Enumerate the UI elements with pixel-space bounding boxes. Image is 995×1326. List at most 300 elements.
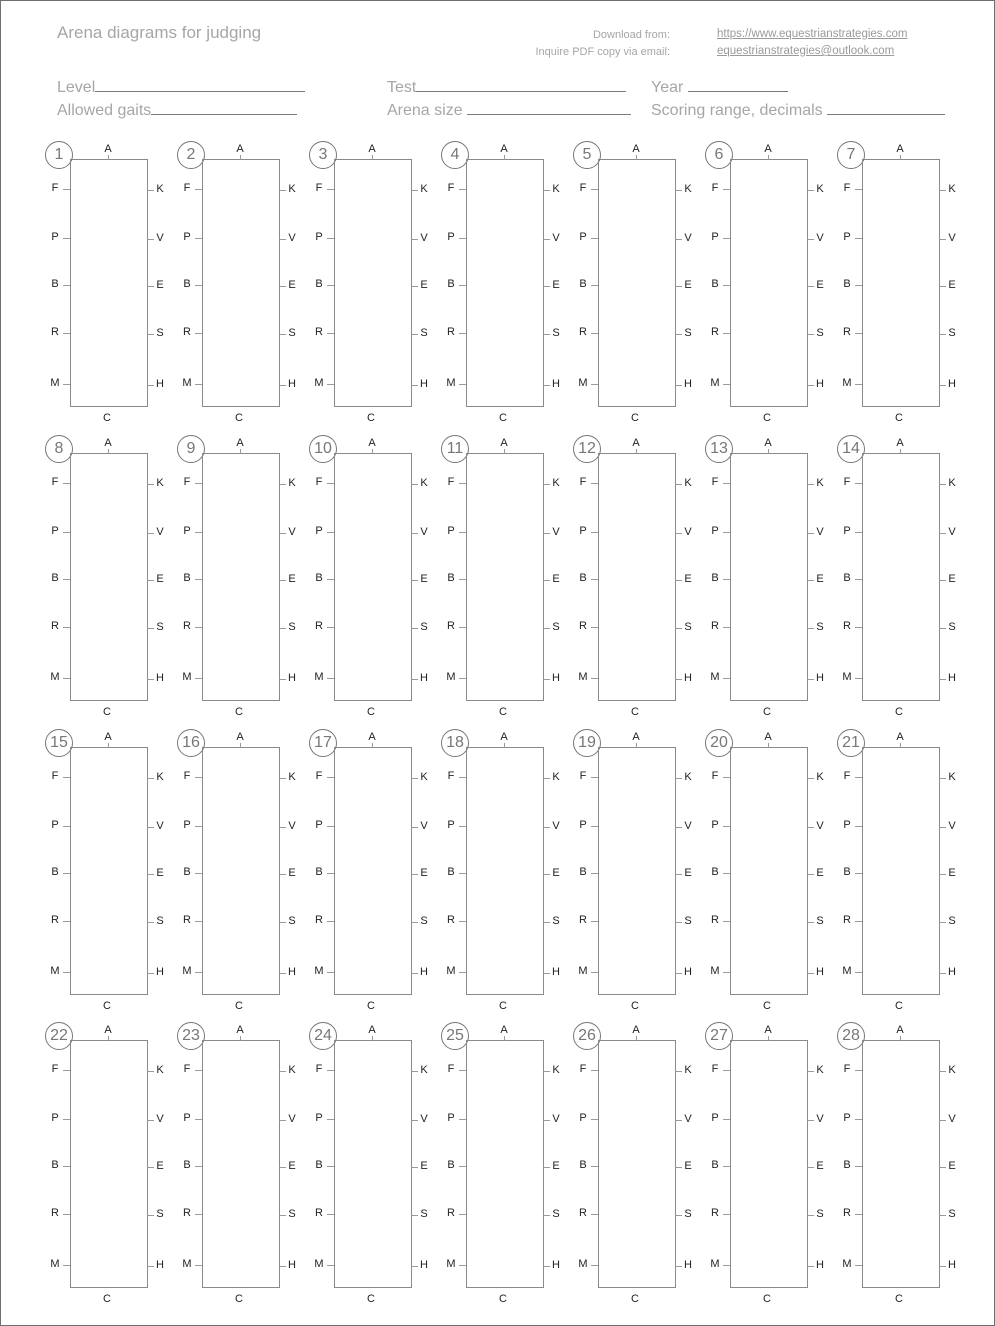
arena-letter-top: A [500,437,508,449]
arena-marker-tick [411,778,418,779]
arena-diagram[interactable] [45,729,177,1019]
arena-marker-tick [504,449,505,454]
arena-letter-left: B [843,866,851,878]
arena-letter-top: A [368,143,376,155]
arena-letter-left: R [579,914,587,926]
arena-letter-right: S [288,327,296,339]
arena-marker-tick [768,1036,769,1041]
arena-letter-left: P [183,231,191,243]
arena-letter-right: V [156,1113,164,1125]
arena-letter-right: S [948,915,956,927]
arena-diagram[interactable] [441,1022,573,1312]
arena-letter-bottom: C [367,706,375,718]
arena-letter-right: V [684,526,692,538]
arena-marker-tick [900,449,901,454]
arena-marker-tick [723,1214,730,1215]
arena-letter-left: M [50,1258,60,1270]
arena-rectangle[interactable] [598,747,676,995]
arena-marker-tick [411,190,418,191]
arena-marker-tick [723,972,730,973]
arena-letter-right: E [552,867,560,879]
arena-marker-tick [279,973,286,974]
arena-letter-left: B [183,866,191,878]
arena-letter-left: R [183,914,191,926]
arena-letter-left: R [843,620,851,632]
arena-marker-tick [675,334,682,335]
arena-letter-bottom: C [235,706,243,718]
arena-letter-left: M [578,377,588,389]
arena-letter-left: R [183,1207,191,1219]
arena-marker-tick [591,1265,598,1266]
arena-letter-top: A [104,143,112,155]
arena-letter-right: V [288,232,296,244]
arena-rectangle[interactable] [862,1040,940,1288]
arena-diagram[interactable] [177,435,309,725]
arena-marker-tick [807,628,814,629]
arena-letter-bottom: C [367,412,375,424]
arena-letter-right: K [552,1064,560,1076]
arena-diagram[interactable] [177,141,309,431]
arena-marker-tick [543,922,550,923]
arena-letter-left: B [447,1159,455,1171]
arena-diagram[interactable] [177,1022,309,1312]
arena-marker-tick [63,826,70,827]
arena-marker-tick [459,1119,466,1120]
arena-letter-right: H [948,378,956,390]
arena-diagram[interactable] [837,729,969,1019]
arena-marker-tick [807,827,814,828]
arena-marker-tick [195,1265,202,1266]
arena-diagram[interactable] [441,141,573,431]
arena-marker-tick [723,483,730,484]
arena-marker-tick [195,1214,202,1215]
arena-letter-left: M [182,377,192,389]
arena-letter-left: M [578,965,588,977]
arena-marker-tick [279,628,286,629]
arena-rectangle[interactable] [466,747,544,995]
arena-diagram[interactable] [309,141,441,431]
arena-letter-left: R [51,326,59,338]
arena-marker-tick [855,627,862,628]
arena-letter-top: A [896,731,904,743]
arena-letter-right: K [684,183,692,195]
arena-marker-tick [411,628,418,629]
arena-number: 15 [45,729,73,757]
arena-marker-tick [459,238,466,239]
arena-marker-tick [147,1120,154,1121]
arena-letter-right: K [420,771,428,783]
arena-diagram[interactable] [837,1022,969,1312]
arena-rectangle[interactable] [202,453,280,701]
arena-letter-left: B [843,1159,851,1171]
arena-marker-tick [675,239,682,240]
arena-letter-right: E [156,573,164,585]
arena-marker-tick [411,533,418,534]
arena-rectangle[interactable] [598,1040,676,1288]
arena-marker-tick [63,384,70,385]
arena-rectangle[interactable] [730,159,808,407]
arena-letter-bottom: C [499,1293,507,1305]
arena-marker-tick [63,627,70,628]
arena-rectangle[interactable] [730,747,808,995]
arena-letter-right: H [288,672,296,684]
arena-letter-top: A [104,731,112,743]
arena-diagram[interactable] [573,435,705,725]
arena-letter-right: V [816,820,824,832]
arena-letter-right: H [948,672,956,684]
arena-diagram[interactable] [573,141,705,431]
arena-letter-right: E [420,279,428,291]
arena-marker-tick [807,286,814,287]
arena-letter-right: K [288,477,296,489]
arena-marker-tick [939,334,946,335]
arena-marker-tick [195,238,202,239]
arena-rectangle[interactable] [862,159,940,407]
arena-letter-left: P [843,1112,851,1124]
arena-letter-right: E [420,867,428,879]
arena-letter-right: H [288,966,296,978]
arena-letter-bottom: C [631,1293,639,1305]
arena-letter-top: A [368,1024,376,1036]
arena-marker-tick [807,922,814,923]
arena-marker-tick [591,285,598,286]
arena-rectangle[interactable] [730,453,808,701]
arena-letter-bottom: C [103,412,111,424]
arena-marker-tick [543,533,550,534]
arena-marker-tick [855,483,862,484]
arena-letter-left: R [315,620,323,632]
arena-letter-right: V [948,1113,956,1125]
arena-letter-left: P [711,819,719,831]
arena-marker-tick [147,1071,154,1072]
arena-diagram[interactable] [705,729,837,1019]
arena-marker-tick [675,1071,682,1072]
arena-letter-left: R [711,326,719,338]
arena-marker-tick [459,483,466,484]
arena-rectangle[interactable] [70,159,148,407]
arena-letter-left: F [447,182,455,194]
arena-marker-tick [459,333,466,334]
arena-marker-tick [411,973,418,974]
arena-marker-tick [855,238,862,239]
arena-size-label: Arena size [387,102,463,119]
arena-rectangle[interactable] [334,747,412,995]
arena-marker-tick [195,532,202,533]
arena-marker-tick [411,385,418,386]
arena-marker-tick [279,1215,286,1216]
arena-letter-bottom: C [895,1293,903,1305]
arena-marker-tick [195,873,202,874]
arena-marker-tick [591,333,598,334]
arena-diagram[interactable] [177,729,309,1019]
arena-diagram[interactable] [441,435,573,725]
arena-marker-tick [723,777,730,778]
arena-diagram[interactable] [441,729,573,1019]
arena-letter-left: F [51,1063,59,1075]
arena-rectangle[interactable] [202,747,280,995]
arena-marker-tick [63,873,70,874]
arena-letter-right: E [816,573,824,585]
arena-number: 5 [573,141,601,169]
arena-marker-tick [675,533,682,534]
arena-rectangle[interactable] [862,453,940,701]
arena-rectangle[interactable] [70,1040,148,1288]
arena-diagram[interactable] [837,435,969,725]
arena-marker-tick [63,777,70,778]
arena-letter-left: B [183,1159,191,1171]
arena-letter-right: S [552,915,560,927]
arena-marker-tick [675,922,682,923]
arena-marker-tick [327,285,334,286]
arena-marker-tick [327,777,334,778]
arena-marker-tick [327,579,334,580]
arena-letter-right: H [156,1259,164,1271]
arena-marker-tick [591,189,598,190]
arena-marker-tick [327,483,334,484]
arena-letter-right: E [288,279,296,291]
arena-letter-left: P [51,1112,59,1124]
arena-letter-bottom: C [631,1000,639,1012]
arena-letter-right: H [948,1259,956,1271]
arena-number: 21 [837,729,865,757]
inquire-email-link[interactable]: equestrianstrategies@outlook.com [717,45,895,57]
arena-letter-left: F [711,1063,719,1075]
arena-letter-left: F [183,770,191,782]
arena-rectangle[interactable] [466,453,544,701]
arena-letter-right: K [948,477,956,489]
arena-letter-right: S [156,915,164,927]
arena-number: 20 [705,729,733,757]
arena-marker-tick [504,1036,505,1041]
arena-letter-right: K [948,183,956,195]
arena-marker-tick [855,579,862,580]
arena-letter-right: E [948,279,956,291]
arena-diagram[interactable] [705,1022,837,1312]
arena-letter-right: E [552,573,560,585]
arena-letter-right: K [948,1064,956,1076]
level-label: Level [57,79,96,96]
arena-marker-tick [675,778,682,779]
arena-marker-tick [543,628,550,629]
arena-letter-left: M [842,377,852,389]
arena-letter-left: P [315,819,323,831]
arena-letter-left: M [182,671,192,683]
arena-letter-right: H [816,378,824,390]
arena-diagram[interactable] [45,141,177,431]
arena-letter-left: R [711,620,719,632]
arena-marker-tick [768,155,769,160]
arena-marker-tick [411,580,418,581]
arena-diagram[interactable] [309,435,441,725]
arena-letter-left: R [843,326,851,338]
arena-letter-left: P [51,231,59,243]
arena-letter-left: B [315,1159,323,1171]
arena-letter-left: M [314,965,324,977]
arena-marker-tick [543,580,550,581]
arena-marker-tick [543,484,550,485]
arena-letter-bottom: C [763,706,771,718]
arena-letter-left: P [51,819,59,831]
arena-number: 11 [441,435,469,463]
arena-letter-right: S [156,1208,164,1220]
arena-letter-right: K [552,183,560,195]
arena-marker-tick [591,579,598,580]
arena-letter-left: M [314,671,324,683]
arena-rectangle[interactable] [70,453,148,701]
arena-marker-tick [411,1071,418,1072]
arena-letter-right: K [684,771,692,783]
arena-marker-tick [591,678,598,679]
arena-diagram[interactable] [705,435,837,725]
arena-diagram[interactable] [573,1022,705,1312]
arena-letter-right: E [948,867,956,879]
arena-letter-left: R [447,620,455,632]
arena-marker-tick [939,778,946,779]
arena-letter-left: M [182,965,192,977]
arena-marker-tick [939,1215,946,1216]
arena-letter-left: P [843,819,851,831]
arena-marker-tick [240,743,241,748]
arena-letter-top: A [764,437,772,449]
arena-letter-right: V [288,526,296,538]
arena-letter-left: B [579,1159,587,1171]
arena-marker-tick [900,743,901,748]
arena-diagram[interactable] [309,729,441,1019]
arena-rectangle[interactable] [334,159,412,407]
arena-diagram[interactable] [309,1022,441,1312]
arena-marker-tick [939,385,946,386]
arena-marker-tick [723,579,730,580]
arena-diagram[interactable] [837,141,969,431]
arena-letter-right: H [816,966,824,978]
arena-letter-right: H [684,1259,692,1271]
arena-letter-left: R [51,620,59,632]
arena-marker-tick [939,1071,946,1072]
arena-rectangle[interactable] [334,1040,412,1288]
arena-letter-left: B [447,572,455,584]
arena-rectangle[interactable] [598,159,676,407]
arena-letter-left: M [842,1258,852,1270]
arena-letter-right: H [156,672,164,684]
arena-marker-tick [939,286,946,287]
arena-letter-top: A [896,1024,904,1036]
arena-letter-right: K [420,1064,428,1076]
arena-rectangle[interactable] [862,747,940,995]
arena-letter-left: B [447,866,455,878]
arena-marker-tick [327,921,334,922]
arena-diagram[interactable] [705,141,837,431]
arena-marker-tick [108,1036,109,1041]
arena-marker-tick [543,1071,550,1072]
arena-marker-tick [240,155,241,160]
arena-marker-tick [411,874,418,875]
arena-marker-tick [279,874,286,875]
arena-marker-tick [147,533,154,534]
arena-letter-left: P [711,231,719,243]
arena-letter-right: E [156,1160,164,1172]
arena-letter-right: K [156,771,164,783]
arena-marker-tick [675,385,682,386]
arena-letter-right: S [288,621,296,633]
arena-letter-right: E [816,867,824,879]
scoring-range-label: Scoring range, decimals [651,102,823,119]
arena-marker-tick [807,580,814,581]
arena-diagram[interactable] [45,1022,177,1312]
arena-marker-tick [807,239,814,240]
arena-diagram[interactable] [45,435,177,725]
arena-letter-left: B [711,278,719,290]
arena-letter-right: E [684,867,692,879]
arena-letter-right: V [552,526,560,538]
arena-marker-tick [543,874,550,875]
arena-marker-tick [411,827,418,828]
arena-marker-tick [327,1119,334,1120]
arena-letter-right: H [420,966,428,978]
arena-rectangle[interactable] [598,453,676,701]
arena-marker-tick [195,1070,202,1071]
arena-marker-tick [195,921,202,922]
arena-letter-right: S [552,327,560,339]
arena-letter-left: R [315,1207,323,1219]
arena-letter-right: S [156,621,164,633]
arena-marker-tick [195,1166,202,1167]
arena-number: 8 [45,435,73,463]
arena-rectangle[interactable] [466,159,544,407]
arena-letter-left: F [843,1063,851,1075]
arena-letter-left: P [843,525,851,537]
arena-marker-tick [63,579,70,580]
arena-marker-tick [855,532,862,533]
arena-marker-tick [900,1036,901,1041]
arena-marker-tick [459,627,466,628]
download-link[interactable]: https://www.equestrianstrategies.com [717,28,908,40]
arena-letter-right: S [552,1208,560,1220]
arena-marker-tick [855,972,862,973]
arena-rectangle[interactable] [466,1040,544,1288]
arena-rectangle[interactable] [202,159,280,407]
arena-number: 12 [573,435,601,463]
arena-letter-top: A [104,437,112,449]
arena-number: 14 [837,435,865,463]
arena-diagram[interactable] [573,729,705,1019]
arena-rectangle[interactable] [70,747,148,995]
arena-rectangle[interactable] [202,1040,280,1288]
arena-letter-left: R [711,1207,719,1219]
arena-marker-tick [636,155,637,160]
arena-rectangle[interactable] [334,453,412,701]
arena-marker-tick [855,777,862,778]
arena-letter-left: R [579,620,587,632]
arena-letter-left: R [51,914,59,926]
arena-letter-top: A [632,731,640,743]
arena-rectangle[interactable] [730,1040,808,1288]
arena-letter-right: S [288,1208,296,1220]
arena-marker-tick [723,1070,730,1071]
arena-number: 24 [309,1022,337,1050]
arena-letter-left: M [578,671,588,683]
arena-letter-left: R [843,1207,851,1219]
arena-letter-right: H [948,966,956,978]
arena-letter-left: P [315,231,323,243]
arena-marker-tick [855,1265,862,1266]
arena-letter-right: S [684,915,692,927]
arena-number: 26 [573,1022,601,1050]
arena-marker-tick [195,333,202,334]
arena-number: 4 [441,141,469,169]
arena-letter-right: V [288,1113,296,1125]
arena-letter-left: P [183,819,191,831]
arena-marker-tick [675,679,682,680]
